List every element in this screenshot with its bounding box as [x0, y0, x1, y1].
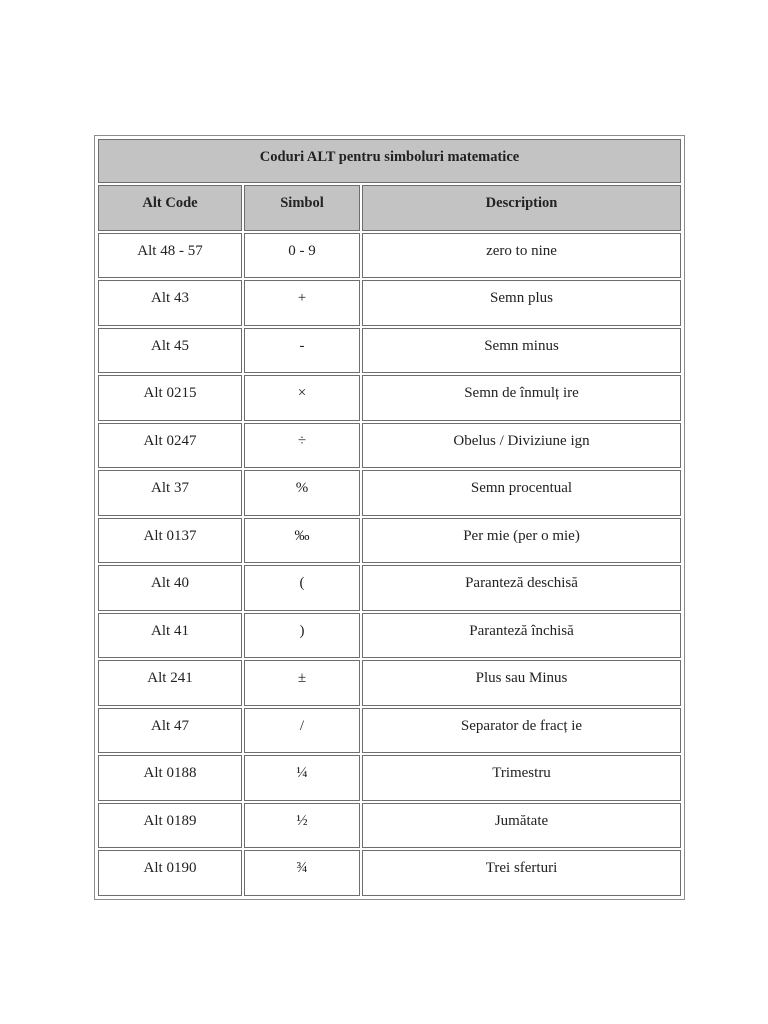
alt-code-cell: Alt 47	[98, 708, 242, 754]
description-cell: Plus sau Minus	[362, 660, 681, 706]
table-row	[98, 423, 681, 469]
table-row	[98, 565, 681, 611]
description-cell: Paranteză închisă	[362, 613, 681, 659]
alt-code-cell: Alt 0190	[98, 850, 242, 896]
symbol-cell: ‰	[244, 518, 360, 564]
table-caption-row	[98, 139, 681, 183]
symbol-cell: (	[244, 565, 360, 611]
symbol-cell: %	[244, 470, 360, 516]
symbol-cell: ¼	[244, 755, 360, 801]
symbol-cell: ×	[244, 375, 360, 421]
description-cell: zero to nine	[362, 233, 681, 279]
description-cell: Separator de fracț ie	[362, 708, 681, 754]
description-cell: Obelus / Diviziune ign	[362, 423, 681, 469]
alt-code-cell: Alt 37	[98, 470, 242, 516]
table-title: Coduri ALT pentru simboluri matematice	[98, 139, 681, 183]
table-row	[98, 708, 681, 754]
description-cell: Semn de înmulț ire	[362, 375, 681, 421]
symbol-cell: ¾	[244, 850, 360, 896]
description-cell: Jumătate	[362, 803, 681, 849]
symbol-cell: ±	[244, 660, 360, 706]
alt-code-cell: Alt 241	[98, 660, 242, 706]
table-row	[98, 660, 681, 706]
header-alt-code: Alt Code	[98, 185, 242, 231]
table-header-row	[98, 185, 681, 231]
alt-code-cell: Alt 48 - 57	[98, 233, 242, 279]
alt-code-cell: Alt 0188	[98, 755, 242, 801]
description-cell: Semn procentual	[362, 470, 681, 516]
alt-code-cell: Alt 45	[98, 328, 242, 374]
alt-codes-table-frame	[94, 135, 685, 900]
symbol-cell: /	[244, 708, 360, 754]
alt-codes-table	[96, 137, 683, 898]
description-cell: Semn plus	[362, 280, 681, 326]
symbol-cell: +	[244, 280, 360, 326]
description-cell: Semn minus	[362, 328, 681, 374]
symbol-cell: ÷	[244, 423, 360, 469]
description-cell: Trimestru	[362, 755, 681, 801]
symbol-cell: ½	[244, 803, 360, 849]
table-row	[98, 375, 681, 421]
table-row	[98, 803, 681, 849]
alt-code-cell: Alt 40	[98, 565, 242, 611]
symbol-cell: 0 - 9	[244, 233, 360, 279]
table-row	[98, 755, 681, 801]
alt-code-cell: Alt 0215	[98, 375, 242, 421]
alt-code-cell: Alt 0137	[98, 518, 242, 564]
header-description: Description	[362, 185, 681, 231]
description-cell: Trei sferturi	[362, 850, 681, 896]
alt-code-cell: Alt 0247	[98, 423, 242, 469]
table-row	[98, 328, 681, 374]
alt-code-cell: Alt 0189	[98, 803, 242, 849]
symbol-cell: )	[244, 613, 360, 659]
description-cell: Per mie (per o mie)	[362, 518, 681, 564]
table-row	[98, 613, 681, 659]
symbol-cell: -	[244, 328, 360, 374]
table-row	[98, 518, 681, 564]
description-cell: Paranteză deschisă	[362, 565, 681, 611]
alt-code-cell: Alt 43	[98, 280, 242, 326]
table-row	[98, 280, 681, 326]
table-row	[98, 850, 681, 896]
table-row	[98, 233, 681, 279]
header-symbol: Simbol	[244, 185, 360, 231]
table-row	[98, 470, 681, 516]
alt-code-cell: Alt 41	[98, 613, 242, 659]
